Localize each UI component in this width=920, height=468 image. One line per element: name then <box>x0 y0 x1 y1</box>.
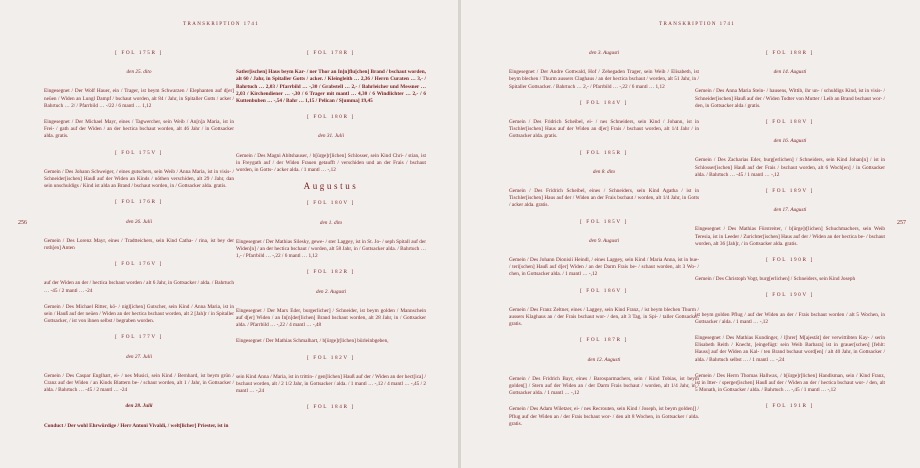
folio-marker: [ FOL 190R ] <box>766 257 814 264</box>
register-entry: Eingesegnet / Der Mathias Schmalhart, / b[ürge]r[lichen] bürleinbgeben, <box>236 338 389 345</box>
section-heading: Augustus <box>303 181 359 192</box>
date-line: den 31. Julii <box>317 133 345 140</box>
folio-marker: [ FOL 191R ] <box>766 403 814 410</box>
register-entry-vivaldi: Conduct / Der wohl Ehrwürdige / Herr Antoni Vivaldi, / welt[licher] Priester, ist in <box>44 422 229 429</box>
running-head: TRANSKRIPTION 1741 <box>183 22 260 27</box>
folio-marker: [ FOL 182V ] <box>307 354 355 361</box>
register-entry: Eingesegnet / Des Mathias Kundinger, / l[hrer] M[ajestät] der verwittibten Kay- / serin Elisabeth Reith / Knecht, [eingefügt: sein Weib Barbara] ist in grauer[schen] [fehlt: Hauss] auf der Widen an Kal- / ten Brand bschaut word[en] / alt 40 Jahr, in Gottsacker / alda. / Bahrtuch selbst … / 1 mantl … -,24 <box>695 335 885 363</box>
right-page <box>461 0 920 468</box>
date-line: den 8. dito <box>592 168 616 175</box>
register-entry: Gemein / Des Zacharias Eder, burg[erlichen] / Schneiders, sein Kind Johan[n] / ist in Schlosser[ischen] Hauß auf der Frais / bschaut worden, alt 6 Woch[en] / in Gottsacker alda. / Bahrtuch … -45 / 1 mantl … -,12 <box>695 157 885 178</box>
register-entry: Gemein / Des Johann Dionisii Heindl, / eines Laggey, sein Kind / Maria Anna, ist in bue- / teri[schen] Hauß auf d[er] Widen / an der Darm Frais be- / schaut worden, alt 3 Wo- / chen, in Gottsacker alda. / 1 mantl … -,12 <box>509 257 699 278</box>
right-column-1 <box>509 50 699 437</box>
register-entry: Eingesegnet / Des Mathias Fürstreiter, / b[ürge]r[lichen] Schuchmachers, sein Weib Teresia, ist in Leeder / Zurichter[ischen] Haus auf der / Widen an der hectica be- / bschaut worden, alt 36 [Jah]r, / in Gottsacker alda. gratis. <box>695 226 885 247</box>
page-number: 257 <box>897 220 906 226</box>
register-entry-vivaldi-cont: Satler[ischen] Haus beym Kar- / ner Thor an In[n]flu[chen] Brand / bschaut worden, alt 60 / Jahr, in Spitaller Gotts / acker. / Kleingleith … 2,36 / Herrn Curaten … 3,- / Bahrtuch … 2,03 / Pfarrbild … -,30 / Grabstell … 2,- / Bahrleicher und Messner … 2,03 / Kirchendiener … -,30 / 6 Trager mit mantl … 4,30 / 6 Windlichter … 2,- / 6 Kuttenbuben … -,54 / Bahr … 1,15 / Pelican / S[umma] 19,45 <box>236 69 426 105</box>
register-entry: Eingesegnet / Der Marx Eder, burgerlicher] / Schneider, ist beym golden / Mannschein auf d[er] Widen / an In[n]der[lichen] Brand bschaut worden, alt 28 Jahr, in / Gottsacker alda. / Pfarrbild … -,22 / 4 mantl … -,48 <box>236 307 426 329</box>
register-entry: Eingesegnet / Der Wolf Hauer, ein / Trager, ist beym Schwarzen / Elephanten auf d[er] neüen / Widen an Lungl Dampf / bschaut worden, alt 84 / Jahr, in Spitaller Gotts / acker / Bahrtuch … 2/ / Pfarrbild … -/22 / 6 mantl … 1,12 <box>44 88 234 109</box>
date-line: den 12. Augusti <box>587 356 621 363</box>
register-entry: Gemein / Des Anna Maria Stein- / hausens, Wittib, ihr un- / schuldigs Kind, ist in visis- / Schneider[ischen] Hauß auf der / Widen Todter von Mutter / Leib an Brand bschaut wor- / den, in Gottsacker alda / gratis. <box>695 88 885 109</box>
register-entry: auf der Widen an der / hectica bschaut worden / alt 6 Jahr, in Gottsacker / alda. / Bahrtuch … -45 / 2 mantl … -24 <box>44 280 234 294</box>
register-entry: Gemein / Des Fridrich Scheibel, ei- / nes Schneiders, sein Kind / Johann, ist in Tischler[ischen] Haus auf der Widen an d[er] Frais / bschaut worden, alt 1/4 Jahr / in Gottsacker alda. gratis. <box>509 119 699 140</box>
register-entry: Gemein / Des Herrn Thomas Hallwax, / b[ürge]r[lichen] Handlsman, sein / Kind Franz, ist in Itter- / sperger[ischen] Hauß auf der / Widen an der / hectica bschaut wor- / den, alt 5 Monath, in Gottsacker / alda. / Bahrtuch … -,45 / 1 mantl … -,12 <box>695 372 885 394</box>
register-entry: Eingesegnet / Der Michael Mayr, eines / Tagwercher, sein Weib / An[n]a Maria, ist in Frei- / gath auf der Widen / an der hectica bschaut worden, alt 46 Jahr / in Gottsacker alda. gratis. <box>44 119 234 140</box>
folio-marker: [ FOL 184V ] <box>580 99 628 106</box>
date-line: den 26. Julii <box>125 218 153 225</box>
folio-marker: [ FOL 189V ] <box>766 188 814 195</box>
folio-marker: [ FOL 188V ] <box>766 119 814 126</box>
date-line: den 28. Julii <box>125 403 153 410</box>
folio-marker: [ FOL 180V ] <box>307 200 355 207</box>
register-entry: ist beym golden Pflug / auf der Widen an der / Frais bschaut worden / alt 5 Wochen, in Gottsacker / alda. / 1 mantl … -,12 <box>695 311 885 325</box>
register-entry: Gemein / Des Fridrich Scheibel, eines / Schneiders, sein Kind Agatha / ist in Tischler[ischen] Haus auf der / Widen an der Frais bschaut / worden, alt 1/4 Jahr, in Gotts / acker alda. gratis. <box>509 188 699 209</box>
register-entry: Eingesegnet / Der Andre Gottwald, Hof / Zehegaden Trager, sein Weib / Elisabeth, ist beym blechen / Thurm aussers Claghaus / an der hectica bschaut / worden, alt 51 Jahr, in / Spitaller Gottsacker. / Bahrtuch … 2,- / Pfarrbild … -,22 / 6 mantl … 1,12 <box>509 69 699 90</box>
folio-marker: [ FOL 175R ] <box>115 50 163 56</box>
register-entry: sein Kind Anna / Maria, ist in trittin- / gen[lichen] Hauß auf der / Widen an der hect[ica] / bschaut worden, alt / 2 1/2 Jahr, in Gottsacker / alda. / 1 mantl … -,12 / 4 mantl … -,45 / 2 mantl … -,24 <box>236 373 426 395</box>
left-column-2 <box>236 50 426 424</box>
register-entry: Gemein / Des Michael Ritter, kö- / nigl[ichen] Gutscher, sein Kind / Anna Maria, ist in sein / Hauß auf der neüen / Widen an der hectica bschaut worden, alt 2 [Jah]r / in Spitaller Gottsacker, / ist von ihnen selbst / begraben worden. <box>44 303 234 325</box>
date-line: den 2. Augusti <box>315 288 347 295</box>
folio-marker: [ FOL 185V ] <box>580 218 628 225</box>
date-line: den 25. dito <box>126 69 152 76</box>
folio-marker: [ FOL 178R ] <box>307 50 355 56</box>
date-line: den 16. Augusti <box>773 138 807 145</box>
running-head: TRANSKRIPTION 1741 <box>659 22 736 27</box>
register-entry: Gemein / Des Magni Abltshauser, / b[ürge]r[lichen] Schlosser, sein Kind Chri- / stian, ist in Freygath auf / der Widen Frauen getaufft / verschiden und an der Frais / bschaut worden, in Gotts- / acker alda. / 1 mantl … -,12 <box>236 152 426 174</box>
register-entry: Gemein / Des Caspar Englhart, ei- / nes Musici, sein Kind / Bernhard, ist beym grün / Cranz auf der Widen / an Kinds Blattern be- / schaut worden, alt 1 / Jahr, in Gottsacker / alda. / Bahrtuch … -45 / 2 mantl … -24 <box>44 372 234 394</box>
folio-marker: [ FOL 188R ] <box>766 50 814 56</box>
folio-marker: [ FOL 184R ] <box>307 404 355 411</box>
page-number: 256 <box>18 220 27 226</box>
date-line: den 14. Augusti <box>773 69 807 76</box>
register-entry: Gemein / Des Franz Zeltner, eines / Laggey, sein Kind Franz, / ist beym blechen Thurm / aussers Klaghaus an / der Frais bschaut wor- / den, alt 3 Tag, in Spi- / taller Gottsacker. gratis. <box>509 306 699 328</box>
folio-marker: [ FOL 186V ] <box>580 287 628 294</box>
date-line: den 27. Julii <box>125 353 153 360</box>
folio-marker: [ FOL 190V ] <box>766 292 814 299</box>
folio-marker: [ FOL 182R ] <box>307 269 355 276</box>
left-page <box>0 0 458 468</box>
folio-marker: [ FOL 176V ] <box>115 261 163 268</box>
register-entry: Gemein / Des Adam Wiletzer, ei- / nes Recrouten, sein Kind / Joseph, ist beym golden[] / Pflug auf der Widen an / der Frais bschaut wor- / den alt 8 Wochen, in Gottsacker / alda. gratis. <box>509 406 699 427</box>
date-line: den 3. Augusti <box>588 50 620 56</box>
date-line: den 1. dito <box>319 219 343 226</box>
register-entry: Gemein / Des Christoph Vogt, burg[erlichen] / Schneiders, sein Kind Joseph <box>695 276 856 283</box>
left-column-1 <box>44 50 234 439</box>
folio-marker: [ FOL 175V ] <box>115 149 163 156</box>
register-entry: Gemein / Des Lorenz Mayr, eines / Tradtteichers, sein Kind Catha- / rina, ist bey der roth[en] Anten <box>44 237 234 252</box>
folio-marker: [ FOL 187R ] <box>580 337 628 344</box>
register-entry: Gemein / Des Fridrich Bayr, eines / Barosparmachers, sein / Kind Tobias, ist beym golden[] / Stern auf der Widen an / der Darm Frais bschaut / worden, alt 1/4 Jahr, in / Gottsacker alda. / 1 mantl … -,12 <box>509 375 699 397</box>
folio-marker: [ FOL 177V ] <box>115 334 163 341</box>
register-entry: Eingesegnet / Der Mathias Silesky, gewe- / ster Laggey, ist in St. Jo- / seph Spitall auf der Widen[n] / an der hectica bschaut / worden, alt 58 Jahr, in / Gottsacker alda. / Bahrtuch … 1,- / Pfarrbild … -,22 / 6 mantl … 1,12 <box>236 238 426 260</box>
folio-marker: [ FOL 180R ] <box>307 114 355 121</box>
folio-marker: [ FOL 185R ] <box>580 149 628 156</box>
date-line: den 9. Augusti <box>588 237 620 244</box>
register-entry: Gemein / Des Johann Schweiger, / eines gutschers, sein Weib / Anna Maria, ist in visis- / Schneider[ischen] Hauß auf der Widen an Kinds / nöthen verschiden, alt 29 / Jahr, dan sein unschuldigs / Kind ist alda an Brand / bschaut worden, in / Gottsacker alda. gratis. <box>44 168 234 190</box>
folio-marker: [ FOL 176R ] <box>115 199 163 206</box>
date-line: den 17. Augusti <box>773 207 807 214</box>
right-column-2 <box>695 50 885 423</box>
